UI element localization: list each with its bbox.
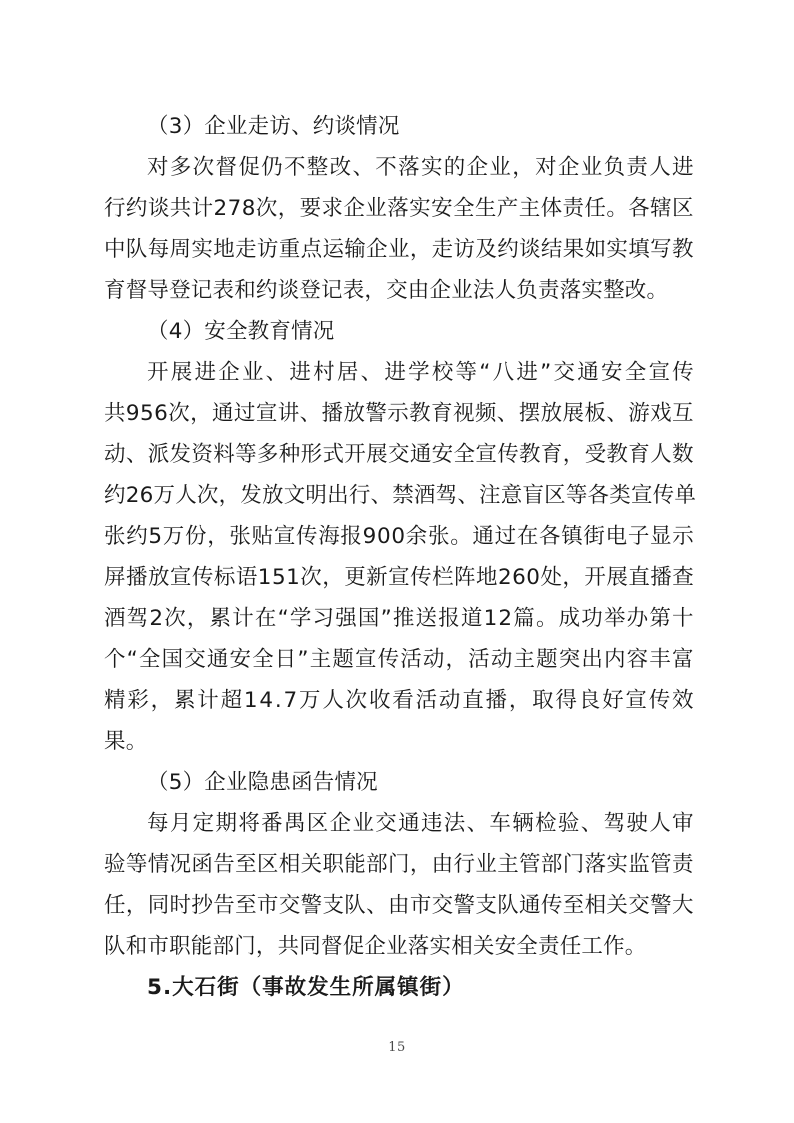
- text-line: 育督导登记表和约谈登记表，交由企业法人负责落实整改。: [104, 278, 669, 303]
- text-line: 队和市职能部门，共同督促企业落实相关安全责任工作。: [104, 934, 647, 959]
- text-line: 酒 驾 2 次 ， 累 计 在 “ 学 习 强 国 ” 推 送 报 道 1 2 篇 。 成 功 举 办 第 十: [104, 606, 694, 631]
- text-line: 精 彩 ， 累 计 超 1 4 . 7 万 人 次 收 看 活 动 直 播 ， 取 得 良 好 宣 传 效: [104, 688, 694, 713]
- page-number: 15: [388, 1040, 406, 1055]
- text-line: （5）企业隐患函告情况: [147, 770, 378, 795]
- text-line: 果。: [104, 729, 148, 754]
- text-line: 张 约 5 万 份 ， 张 贴 宣 传 海 报 9 0 0 余 张 。 通 过 在 各 镇 街 电 子 显 示: [104, 524, 694, 549]
- text-line: 屏 播 放 宣 传 标 语 1 5 1 次 ， 更 新 宣 传 栏 阵 地 2 6 0 处 ， 开 展 直 播 查: [104, 565, 694, 590]
- section-heading-line: 5.大石街（事故发生所属镇街）: [147, 975, 465, 1000]
- text-line: 动 、 派 发 资 料 等 多 种 形 式 开 展 交 通 安 全 宣 传 教 育 ， 受 教 育 人 数: [104, 442, 694, 467]
- text-line: （4）安全教育情况: [147, 319, 335, 344]
- text-line: 验 等 情 况 函 告 至 区 相 关 职 能 部 门 ， 由 行 业 主 管 部 门 落 实 监 管 责: [104, 852, 694, 877]
- text-line: 开 展 进 企 业 、 进 村 居 、 进 学 校 等 “ 八 进 ” 交 通 安 全 宣 传: [147, 360, 694, 385]
- text-line: 中 队 每 周 实 地 走 访 重 点 运 输 企 业 ， 走 访 及 约 谈 结 果 如 实 填 写 教: [104, 237, 694, 262]
- document-body: [104, 106, 697, 1008]
- text-line: 每 月 定 期 将 番 禺 区 企 业 交 通 违 法 、 车 辆 检 验 、 驾 驶 人 审: [147, 811, 694, 836]
- text-line: 行 约 谈 共 计 2 7 8 次 ， 要 求 企 业 落 实 安 全 生 产 主 体 责 任 。 各 辖 区: [104, 196, 694, 221]
- text-line: 任 ， 同 时 抄 告 至 市 交 警 支 队 、 由 市 交 警 支 队 通 传 至 相 关 交 警 大: [104, 893, 694, 918]
- text-line: 个 “ 全 国 交 通 安 全 日 ” 主 题 宣 传 活 动 ， 活 动 主 题 突 出 内 容 丰 富: [104, 647, 694, 672]
- text-line: 对 多 次 督 促 仍 不 整 改 、 不 落 实 的 企 业 ， 对 企 业 负 责 人 进: [147, 155, 694, 180]
- text-line: （3）企业走访、约谈情况: [147, 114, 400, 139]
- text-line: 共 9 5 6 次 ， 通 过 宣 讲 、 播 放 警 示 教 育 视 频 、 摆 放 展 板 、 游 戏 互: [104, 401, 694, 426]
- text-line: 约 2 6 万 人 次 ， 发 放 文 明 出 行 、 禁 酒 驾 、 注 意 盲 区 等 各 类 宣 传 单: [104, 483, 697, 508]
